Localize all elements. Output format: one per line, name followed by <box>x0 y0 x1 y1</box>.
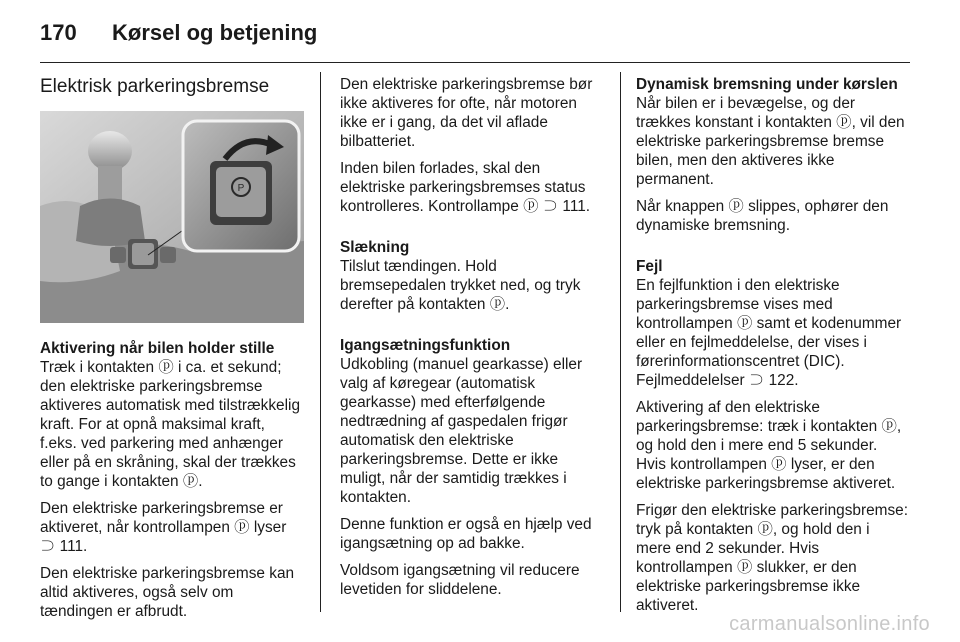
parking-brake-switch-illustration <box>40 111 304 323</box>
column-divider-2 <box>620 72 621 612</box>
column-divider-1 <box>320 72 321 612</box>
column-3 <box>636 75 908 623</box>
paragraph: Tilslut tændingen. Hold bremsepedalen trykket ned, og tryk derefter på kontakten ⓟ. <box>340 258 581 313</box>
paragraph: Den elektriske parkeringsbremse kan altid aktiveres, også selv om tændingen er afbrudt. <box>40 565 295 620</box>
paragraph: Inden bilen forlades, skal den elektriske parkeringsbremses status kontrolleres. Kontrollampe ⓟ ⊃ 111. <box>340 160 591 215</box>
page-header-title: Kørsel og betjening <box>112 20 318 45</box>
watermark: carmanualsonline.info <box>729 613 930 635</box>
heading-drive-away-function: Igangsætningsfunktion <box>340 337 511 354</box>
paragraph: Når bilen er i bevægelse, og der trækkes konstant i kontakten ⓟ, vil den elektriske parkeringsbremse bremse bilen, men den aktiveres ikke permanent. <box>636 95 905 188</box>
page-number: 170 <box>40 20 77 45</box>
column-2 <box>340 75 606 607</box>
paragraph: En fejlfunktion i den elektriske parkeringsbremse vises med kontrollampen ⓟ samt et kodenummer eller en fejlmeddelelse, der vises i førerinformationscentret (DIC). Fejlmeddelelser ⊃ 122. <box>636 277 902 389</box>
heading-release: Slækning <box>340 239 410 256</box>
paragraph: Når knappen ⓟ slippes, ophører den dynamiske bremsning. <box>636 198 889 234</box>
svg-text:P: P <box>237 183 245 194</box>
column-1 <box>40 75 304 629</box>
heading-activation-stationary: Aktivering når bilen holder stille <box>40 340 275 357</box>
paragraph: Aktivering af den elektriske parkeringsbremse: træk i kontakten ⓟ, og hold den i mere end 5 sekunder. Hvis kontrollampen ⓟ lyser, er den elektriske parkeringsbremse aktiveret. <box>636 399 902 492</box>
section-title: Elektrisk parkeringsbremse <box>40 76 270 97</box>
paragraph: Voldsom igangsætning vil reducere levetiden for sliddelene. <box>340 562 580 598</box>
heading-dynamic-braking: Dynamisk bremsning under kørslen <box>636 76 898 93</box>
paragraph: Udkobling (manuel gearkasse) eller valg af køregear (automatisk gearkasse) med efterfølgende nedtrædning af gaspedalen frigør automatisk den elektriske parkeringsbremse. Dette er ikke muligt, når der samtidig trækkes i kontakten. <box>340 356 583 506</box>
paragraph: Den elektriske parkeringsbremse er aktiveret, når kontrollampen ⓟ lyser ⊃ 111. <box>40 500 287 555</box>
header-rule <box>40 62 910 63</box>
paragraph: Frigør den elektriske parkeringsbremse: tryk på kontakten ⓟ, og hold den i mere end 2 sekunder. Hvis kontrollampen ⓟ slukker, er den elektriske parkeringsbremse ikke aktiveret. <box>636 502 908 614</box>
paragraph: Træk i kontakten ⓟ i ca. et sekund; den elektriske parkeringsbremse aktiveres automatisk med tilstrækkelig kraft. For at opnå maksimal kraft, f.eks. ved parkering med anhænger eller på en skråning, skal der trækkes to gange i kontakten ⓟ. <box>40 359 301 490</box>
paragraph: Denne funktion er også en hjælp ved igangsætning op ad bakke. <box>340 516 592 552</box>
heading-fault: Fejl <box>636 258 663 275</box>
paragraph: Den elektriske parkeringsbremse bør ikke aktiveres for ofte, når motoren ikke er i gang, da det vil aflade bilbatteriet. <box>340 76 593 150</box>
